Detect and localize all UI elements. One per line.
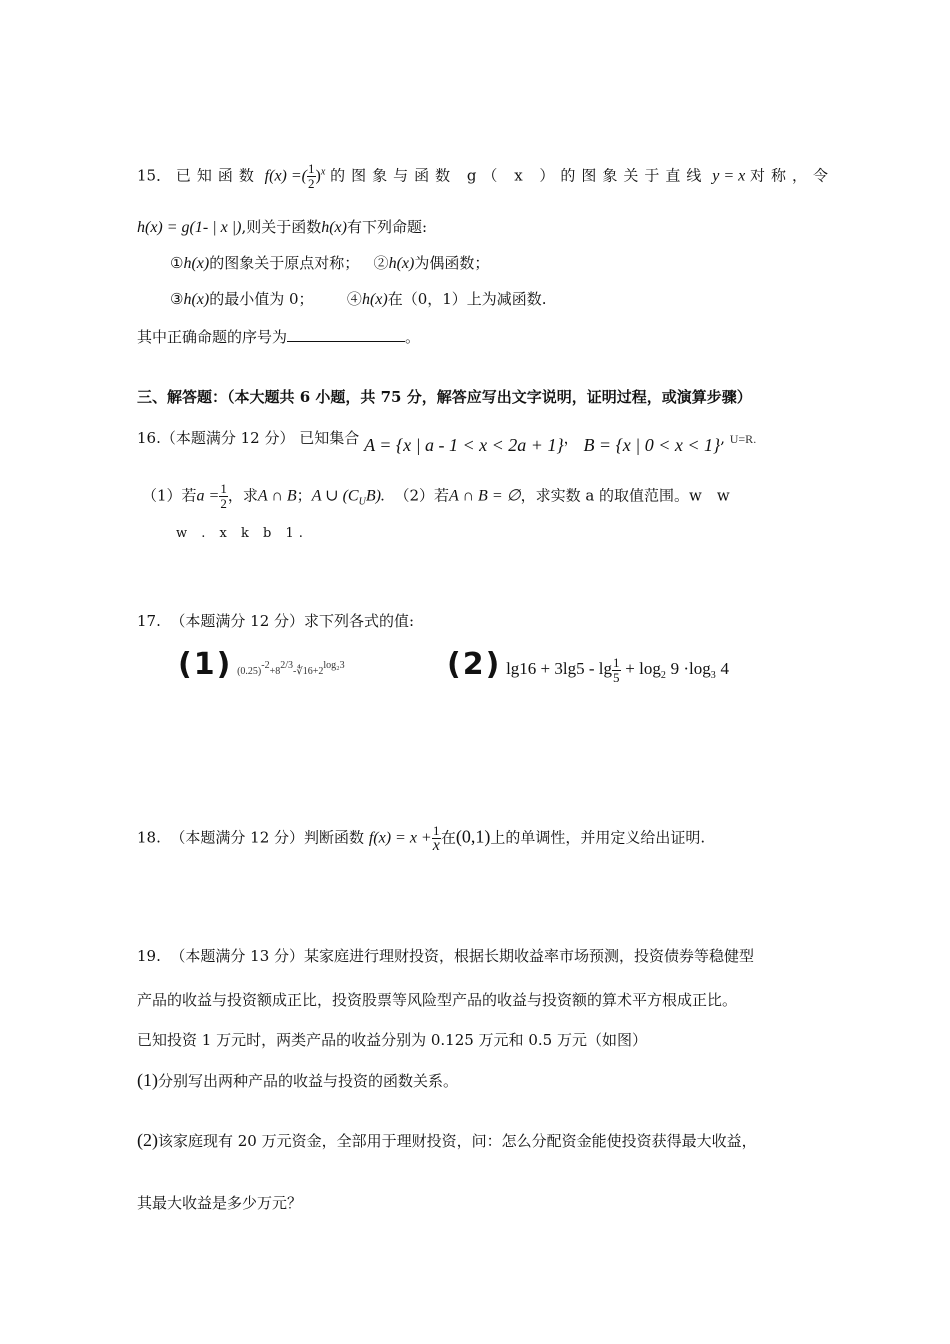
q17-expr2-b-sub: 2 [660, 670, 666, 681]
q19-line1-text: 某家庭进行理财投资，根据长期收益率市场预测，投资债券等稳健型 [304, 947, 755, 965]
q15-text-2: 的图象与函数 g（ x ）的图象关于直线 [330, 166, 708, 185]
q15-h-def: h(x) = g(1- | x |) [137, 219, 242, 236]
q16-watermark [176, 524, 308, 544]
q16-number: 16. [137, 429, 161, 447]
q16-op2: A ∪ (C [311, 487, 359, 505]
q17-expr2-a: lg16 + 3lg5 - lg [506, 659, 612, 678]
q16-line2 [142, 482, 730, 513]
q16-op2-end: B). [365, 487, 385, 505]
q17-expr1-f: log₂3 [323, 660, 345, 671]
q15-f-lhs: f(x) =( [264, 167, 307, 185]
q17-fraction [612, 656, 621, 685]
q17-expr2-d: 4 [720, 659, 730, 678]
q18-interval: (0,1) [455, 826, 491, 847]
q16-set-b: B = {x | 0 < x < 1} [583, 435, 721, 455]
q15-p4-text: 在（0，1）上为减函数. [387, 290, 547, 308]
q17-expr2 [447, 648, 729, 693]
q19-number: 19. [137, 947, 161, 965]
q15-p3-text: 的最小值为 0； [209, 290, 314, 308]
q18-fraction [432, 824, 441, 853]
q16-p1b: ，求 [227, 486, 258, 505]
q15-props-row2 [170, 289, 547, 310]
answer-blank[interactable] [287, 327, 405, 342]
q15-p2-mark: ② [373, 254, 389, 272]
q16-p2: （2）若 [394, 486, 450, 505]
q16-set-a: A = {x | a - 1 < x < 2a + 1} [364, 435, 564, 455]
q19-part2 [137, 1130, 757, 1151]
q15-line-eq: y = x [712, 167, 746, 185]
q17-line1 [137, 611, 414, 631]
q17-frac-num: 1 [613, 654, 620, 670]
section3-title: 三、解答题：（本大题共 6 小题，共 75 分，解答应写出文字说明，证明过程，或演算步骤） [137, 388, 752, 406]
q19-line1 [137, 946, 754, 966]
q15-text-3: 对称，令 [750, 166, 835, 185]
q17-frac-den: 5 [613, 669, 620, 685]
q17-text: 求下列各式的值: [304, 612, 415, 630]
q15-ask [137, 327, 420, 347]
q17-expr2-c: 9 ·log [670, 659, 711, 678]
q18-score: （本题满分 12 分） [170, 828, 305, 847]
q17-expr1-d: -∜16 [293, 666, 313, 677]
q18-frac-den: x [432, 837, 440, 854]
q15-props-row1 [170, 253, 489, 274]
q15-p4-mark: ④ [346, 290, 362, 308]
q15-p1-text: 的图象关于原点对称； [209, 254, 360, 272]
q16-a-eq: a = [196, 487, 220, 505]
q18-number: 18. [137, 828, 161, 847]
q18-line1 [137, 824, 705, 853]
q16-watermark-text: w . x k b 1. [176, 526, 308, 541]
q15-fraction [307, 162, 316, 191]
q15-p3-mark: ③ [170, 290, 184, 308]
q19-part2b: 其最大收益是多少万元？ [137, 1194, 303, 1212]
q15-f-rhs: ) [315, 167, 321, 185]
q16-p1: （1）若 [142, 486, 197, 505]
q15-ask-text: 其中正确命题的序号为 [137, 328, 288, 346]
q15-p3-h: h(x) [183, 291, 210, 308]
q19-label-2: (2) [137, 1130, 158, 1150]
q15-p1-mark: ① [170, 254, 184, 272]
q17-expr1-base: (0.25) [237, 666, 262, 677]
q15-text-5: 有下列命题: [346, 218, 428, 236]
q18-frac-num: 1 [433, 823, 440, 838]
q16-op1: A ∩ B [257, 487, 297, 505]
q17-label-1: (1) [178, 647, 233, 682]
q15-p1-h: h(x) [183, 255, 210, 272]
q15-number: 15． [137, 166, 172, 185]
q15-p2-h: h(x) [388, 255, 415, 272]
q17-score: （本题满分 12 分） [170, 612, 305, 630]
q17-expr1-b: +8 [269, 666, 281, 677]
q15-text-1: 已知函数 [175, 166, 260, 185]
q15-p4-h: h(x) [361, 291, 388, 308]
q18-text-2: 在 [440, 828, 456, 847]
q17-expr1-e: +2 [312, 666, 324, 677]
q16-comma: ， [563, 429, 579, 447]
q15-h: h(x) [321, 219, 347, 236]
q18-f: f(x) = x + [368, 829, 432, 847]
q18-text-1: 判断函数 [304, 828, 365, 847]
q15-line2 [137, 217, 427, 238]
q19-part1-text: 分别写出两种产品的收益与投资的函数关系。 [158, 1072, 459, 1090]
q16-frac-num: 1 [220, 481, 227, 496]
q16-fraction [219, 482, 228, 511]
q15-f-exp: x [320, 166, 326, 178]
q17-expr2-b: + log [625, 659, 661, 678]
q16-line1: 16.（本题满分 12 分） 已知集合 A = {x | a - 1 < x < 2a + 1}， B = {x | 0 < x < 1}, U=R. [137, 429, 757, 455]
q16-score: （本题满分 12 分） [160, 429, 295, 447]
q15-frac-num: 1 [308, 161, 315, 176]
q17-label-2: (2) [447, 647, 502, 682]
q16-text-1: 已知集合 [299, 429, 360, 447]
q19-part2-text: 该家庭现有 20 万元资金，全部用于理财投资，问：怎么分配资金能使投资获得最大收益， [158, 1132, 757, 1150]
q16-p2b: ，求实数 a 的取值范围。w w [520, 486, 730, 505]
q16-cond: A ∩ B = ∅ [449, 487, 521, 505]
q17-number: 17. [137, 612, 161, 630]
q17-expr1-exp: -2 [261, 660, 270, 671]
q19-label-1: (1) [137, 1070, 158, 1090]
q16-sep: ； [296, 486, 312, 505]
q19-score: （本题满分 13 分） [170, 947, 305, 965]
q17-expr2-c-sub: 3 [710, 670, 716, 681]
q16-op2-sub: U [358, 496, 366, 508]
q16-frac-den: 2 [220, 496, 227, 511]
q15-text-4: ,则关于函数 [241, 218, 322, 236]
q19-line3: 已知投资 1 万元时，两类产品的收益分别为 0.125 万元和 0.5 万元（如图） [137, 1031, 647, 1049]
q19-line2: 产品的收益与投资额成正比，投资股票等风险型产品的收益与投资额的算术平方根成正比。 [137, 991, 738, 1009]
q19-part1 [137, 1070, 458, 1091]
q16-universe: U=R. [729, 432, 757, 446]
q17-expr1 [178, 648, 345, 689]
q15-line1 [137, 162, 834, 191]
q15-p2-text: 为偶函数； [414, 254, 490, 272]
q18-text-3: 上的单调性，并用定义给出证明. [490, 828, 706, 847]
q15-frac-den: 2 [308, 176, 315, 191]
q15-end: 。 [405, 328, 421, 346]
q17-expr1-c: 2/3 [280, 660, 294, 671]
